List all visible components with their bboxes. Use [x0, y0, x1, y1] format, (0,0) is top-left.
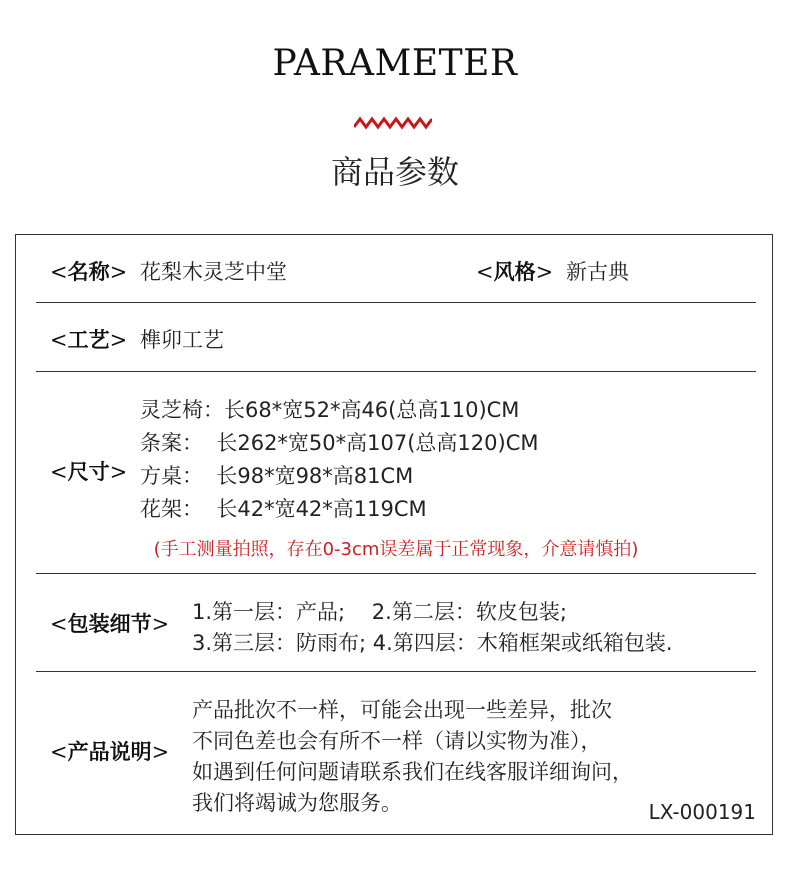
size-label: <尺寸>	[50, 460, 128, 484]
row-name-style	[36, 235, 756, 303]
size-line: 方桌： 长98*宽98*高81CM	[140, 464, 414, 488]
description-line: 不同色差也会有所不一样（请以实物为准），	[192, 729, 602, 753]
description-line: 产品批次不一样，可能会出现一些差异，批次	[192, 698, 612, 722]
size-line: 灵芝椅：长68*宽52*高46(总高110)CM	[140, 398, 520, 422]
name-label: <名称>	[50, 260, 128, 284]
craft-value: 榫卯工艺	[140, 328, 224, 352]
row-craft	[36, 303, 756, 372]
craft-label: <工艺>	[50, 328, 128, 352]
description-label: <产品说明>	[50, 740, 170, 764]
style-value: 新古典	[566, 260, 629, 284]
product-code: LX-000191	[648, 800, 756, 824]
parameter-table	[15, 234, 773, 835]
description-line: 我们将竭诚为您服务。	[192, 791, 402, 815]
size-line: 花架： 长42*宽42*高119CM	[140, 497, 427, 521]
description-line: 如遇到任何问题请联系我们在线客服详细询问，	[192, 760, 633, 784]
page-title: PARAMETER	[272, 43, 518, 84]
page-subtitle: 商品参数	[330, 153, 459, 191]
packaging-label: <包装细节>	[50, 612, 170, 636]
row-size	[36, 372, 756, 574]
packaging-line: 1.第一层：产品; 2.第二层：软皮包装;	[192, 600, 567, 624]
row-description	[36, 672, 756, 834]
style-label: <风格>	[476, 260, 554, 284]
packaging-line: 3.第三层：防雨布; 4.第四层：木箱框架或纸箱包装.	[192, 631, 673, 655]
zigzag-divider	[354, 116, 432, 130]
size-line: 条案： 长262*宽50*高107(总高120)CM	[140, 431, 539, 455]
name-value: 花梨木灵芝中堂	[140, 260, 287, 284]
size-note: (手工测量拍照，存在0-3cm误差属于正常现象，介意请慎拍)	[153, 539, 639, 560]
row-packaging	[36, 574, 756, 672]
